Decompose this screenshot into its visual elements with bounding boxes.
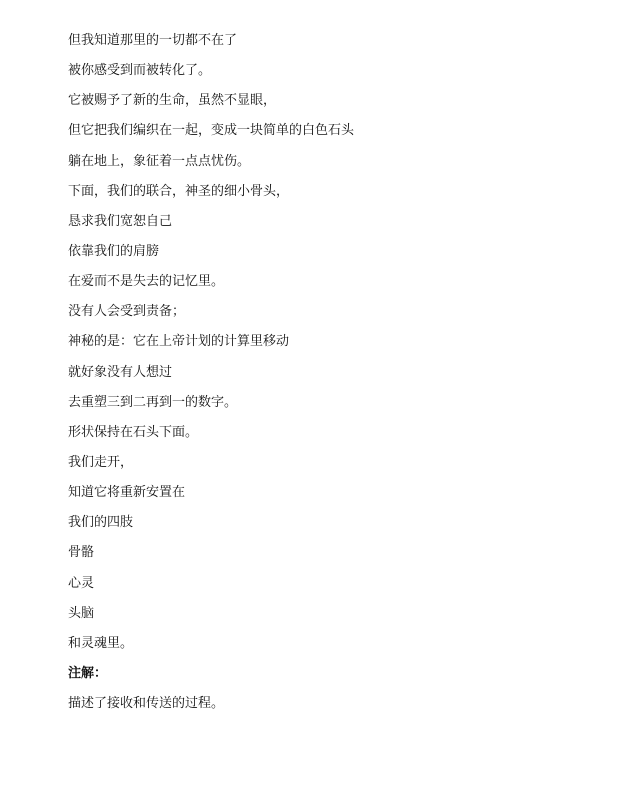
poem-line: 下面，我们的联合，神圣的细小骨头，	[68, 183, 290, 199]
poem-line: 但我知道那里的一切都不在了	[68, 33, 238, 48]
poem-line: 知道它将重新安置在	[68, 485, 186, 501]
poem-line: 形状保持在石头下面。	[68, 424, 199, 440]
note-text: 描述了接收和传送的过程。	[68, 696, 225, 712]
poem-line: 头脑	[68, 605, 95, 621]
poem-line: 心灵	[68, 575, 95, 591]
poem-line: 我们走开，	[68, 454, 134, 470]
poem-line: 去重塑三到二再到一的数字。	[68, 394, 238, 410]
poem-text	[68, 30, 608, 723]
poem-line: 就好象没有人想过	[68, 364, 173, 380]
poem-line: 依靠我们的肩膀	[68, 243, 160, 259]
poem-line: 神秘的是：它在上帝计划的计算里移动	[68, 334, 290, 350]
poem-line: 骨骼	[68, 545, 95, 561]
poem-line: 它被赐予了新的生命，虽然不显眼，	[68, 93, 277, 109]
poem-line: 被你感受到而被转化了。	[68, 63, 212, 79]
poem-line: 恳求我们宽恕自己	[68, 213, 173, 229]
poem-line: 在爱而不是失去的记忆里。	[68, 274, 225, 290]
poem-line: 和灵魂里。	[68, 635, 134, 651]
poem-line: 但它把我们编织在一起，变成一块简单的白色石头	[68, 123, 355, 139]
poem-line: 我们的四肢	[68, 515, 134, 531]
poem-line: 躺在地上，象征着一点点忧伤。	[68, 153, 251, 169]
note-heading: 注解：	[68, 665, 108, 681]
poem-line: 没有人会受到责备；	[68, 304, 186, 320]
